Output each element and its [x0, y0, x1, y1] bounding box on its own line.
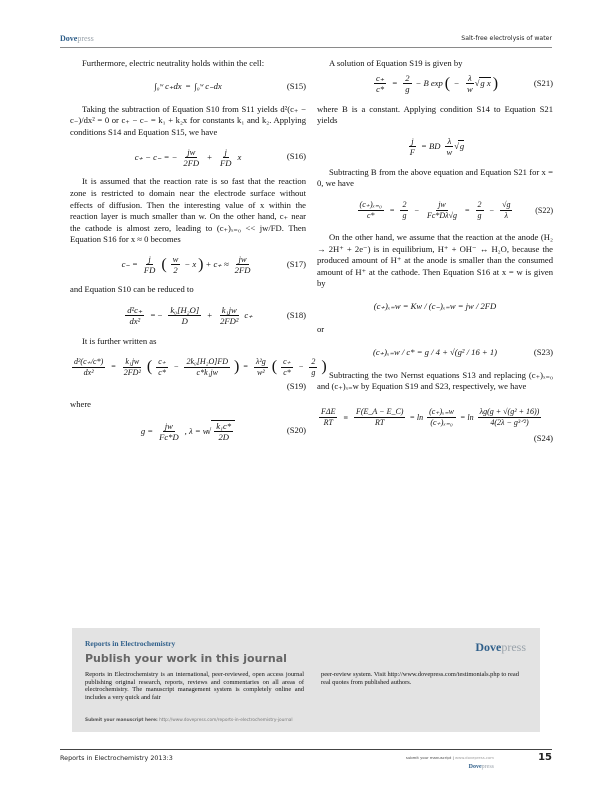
equation-s15: ∫₀ʷ c₊dx = ∫₀ʷ c₋dx (S15) — [154, 80, 306, 91]
paragraph: It is assumed that the reaction rate is so fast that the reaction zone is restricted to domain near the electrode surface without effects of diffusion. Then the interesting value of x within the reaction layer is much smaller than w. On the other hand, c₊ near the cathode is almost zero, leading to (c₊)ₓ₌₀ << jw/FD. Then Equation S16 for x ≈ 0 becomes — [70, 176, 306, 245]
page-number: 15 — [538, 752, 552, 763]
submit-manuscript-footer: submit your manuscript | www.dovepress.com — [405, 755, 494, 760]
publish-promo-box — [72, 628, 540, 732]
paragraph: where B is a constant. Applying condition S14 to Equation S21 yields — [317, 103, 553, 126]
equation-number: (S18) — [286, 309, 306, 320]
dovepress-logo: Dovepress — [468, 764, 494, 770]
equation-number: (S21) — [533, 77, 553, 88]
dovepress-logo: Dovepress — [475, 640, 526, 654]
paragraph: and Equation S10 can be reduced to — [70, 283, 194, 294]
paragraph: Furthermore, electric neutrality holds within the cell: — [82, 58, 265, 68]
promo-body-right: peer-review system. Visit http://www.dovepress.com/testimonials.php to read real quotes from published authors. — [321, 671, 519, 686]
equation-number: (S15) — [286, 80, 306, 91]
promo-headline: Publish your work in this journal — [85, 652, 287, 665]
running-title: Salt-free electrolysis of water — [461, 35, 552, 42]
right-column — [317, 58, 553, 444]
submit-manuscript-line: Submit your manuscript here: http://www.dovepress.com/reports-in-electrochemistry-journal — [85, 718, 293, 723]
left-column — [70, 58, 327, 446]
journal-name: Reports in Electrochemistry — [85, 639, 176, 648]
submit-manuscript-link[interactable]: http://www.dovepress.com/reports-in-electrochemistry-journal — [159, 718, 293, 723]
equation-number: (S23) — [533, 346, 553, 357]
equation-s19: $\frac{\text{d²(c₊/c*)}}{\text{dx²}}$ = $\frac{\text{k₁jw}}{\text{2FD²}}$ ( $\frac{c_+}{c*}$ − $\frac{\text{2k₀[H₂O]FD}}{\text{c*k₁jw}}$ ) = $\frac{\text{λ²g}}{\text{w²}}$ ( $\frac{c_+}{c*}$ − $\frac{2}{g}$ ) — [74, 356, 327, 377]
equation-s24: $\frac{\text{FΔE}}{RT}$ ≡ $\frac{F(E\_A - E\_C)}{RT}$ = ln $\frac{\text{(c₊)ₓ₌w}}{\text{(c₊)ₓ₌₀}}$ = ln $\frac{\text{λg(g + √(g² + 16))}}{\text{4(2λ − g³ᐟ²)}}$ — [321, 407, 540, 428]
paragraph: It is further written as — [82, 335, 157, 346]
equation-s20: g = $\frac{jw}{Fc*D}$ , λ = w √ $\frac{\text{k₁c*}}{2D}$ (S20) — [70, 416, 306, 446]
equation-number: (S22) — [535, 206, 553, 216]
paragraph: Taking the subtraction of Equation S10 from S11 yields d²(c₊ − c₋)/dx² = 0 or c₊ − c₋ = k₁ + k₂x for constants k₁ and k₂. Applying conditions S14 and Equation S15, we have — [70, 103, 306, 137]
paragraph: or — [317, 323, 325, 334]
promo-body-left: Reports in Electrochemistry is an international, peer-reviewed, open access journal publishing original research, reports, reviews and commentaries on all areas of electrochemistry. The manuscript management system is completely online and includes a very quick and fair — [85, 671, 304, 701]
journal-reference: Reports in Electrochemistry 2013:3 — [60, 754, 173, 762]
paragraph: Subtracting B from the above equation and Equation S21 for x = 0, we have — [317, 166, 553, 189]
equation-s17: c₋ = $\frac{j}{FD}$ ( $\frac{w}{2}$ − x ) + c₊ ≈ $\frac{jw}{2FD}$ (S17) — [121, 254, 306, 276]
equation-s23: (c₊)ₓ₌w / c* = g / 4 + √(g² / 16 + 1) (S23) — [372, 346, 553, 357]
equation-number: (S20) — [286, 425, 306, 436]
dovepress-logo: Dovepress — [60, 34, 94, 43]
equation-j-over-f: $\frac{j}{F}$ = BD $\frac{\lambda}{w}$ √ g — [317, 133, 553, 161]
paragraph: On the other hand, we assume that the reaction at the anode (H₂ → 2H⁺ + 2e⁻) is in equilibrium, H⁺ + OH⁻ ↔ H₂O, because the produced amount of H⁺ at the anode is smaller than the consumed amount of H⁺ at the cathode. Then Equation S16 at x = w is given by — [317, 231, 553, 289]
dovepress-link[interactable]: www.dovepress.com — [455, 755, 494, 760]
equation-s18: $\frac{\text{d²c₊}}{\text{dx²}}$ = − $\frac{\text{k₀[H₂O]}}{D}$ + $\frac{\text{k₁jw}}{\text{2FD²}}$ c₊ (S18) — [127, 305, 306, 327]
paragraph: Subtracting the two Nernst equations S13 and replacing (c₊)ₓ₌₀ and (c₊)ₓ₌w by Equation S19 and S23, respectively, we have — [317, 369, 553, 392]
equation-s21: $\frac{c_+}{c*}$ = $\frac{2}{g}$ − B exp ( − $\frac{\lambda}{w}$ √ g x ) (S21) — [317, 70, 553, 98]
page-footer — [60, 749, 552, 770]
paragraph: where — [70, 398, 91, 409]
equation-number: (S16) — [286, 151, 306, 162]
equation-s16: c₊ − c₋ = − $\frac{jw}{2FD}$ + $\frac{j}{FD}$ x (S16) — [134, 146, 306, 168]
equation-s16-at-w: (c₊)ₓ₌w = Kw / (c₋)ₓ₌w = jw / 2FD — [373, 301, 497, 312]
paragraph: A solution of Equation S19 is given by — [329, 58, 463, 68]
page-header — [60, 33, 552, 48]
equation-number: (S19) — [286, 381, 306, 392]
equation-number: (S24) — [533, 432, 553, 443]
equation-s22: $\frac{\text{(c₊)ₓ₌₀}}{c*}$ = $\frac{2}{g}$ − $\frac{jw}{Fc*D\lambda√g}$ = $\frac{2}{g}$ − $\frac{√g}{\lambda}$ (S22) — [359, 200, 553, 221]
equation-number: (S17) — [286, 259, 306, 270]
